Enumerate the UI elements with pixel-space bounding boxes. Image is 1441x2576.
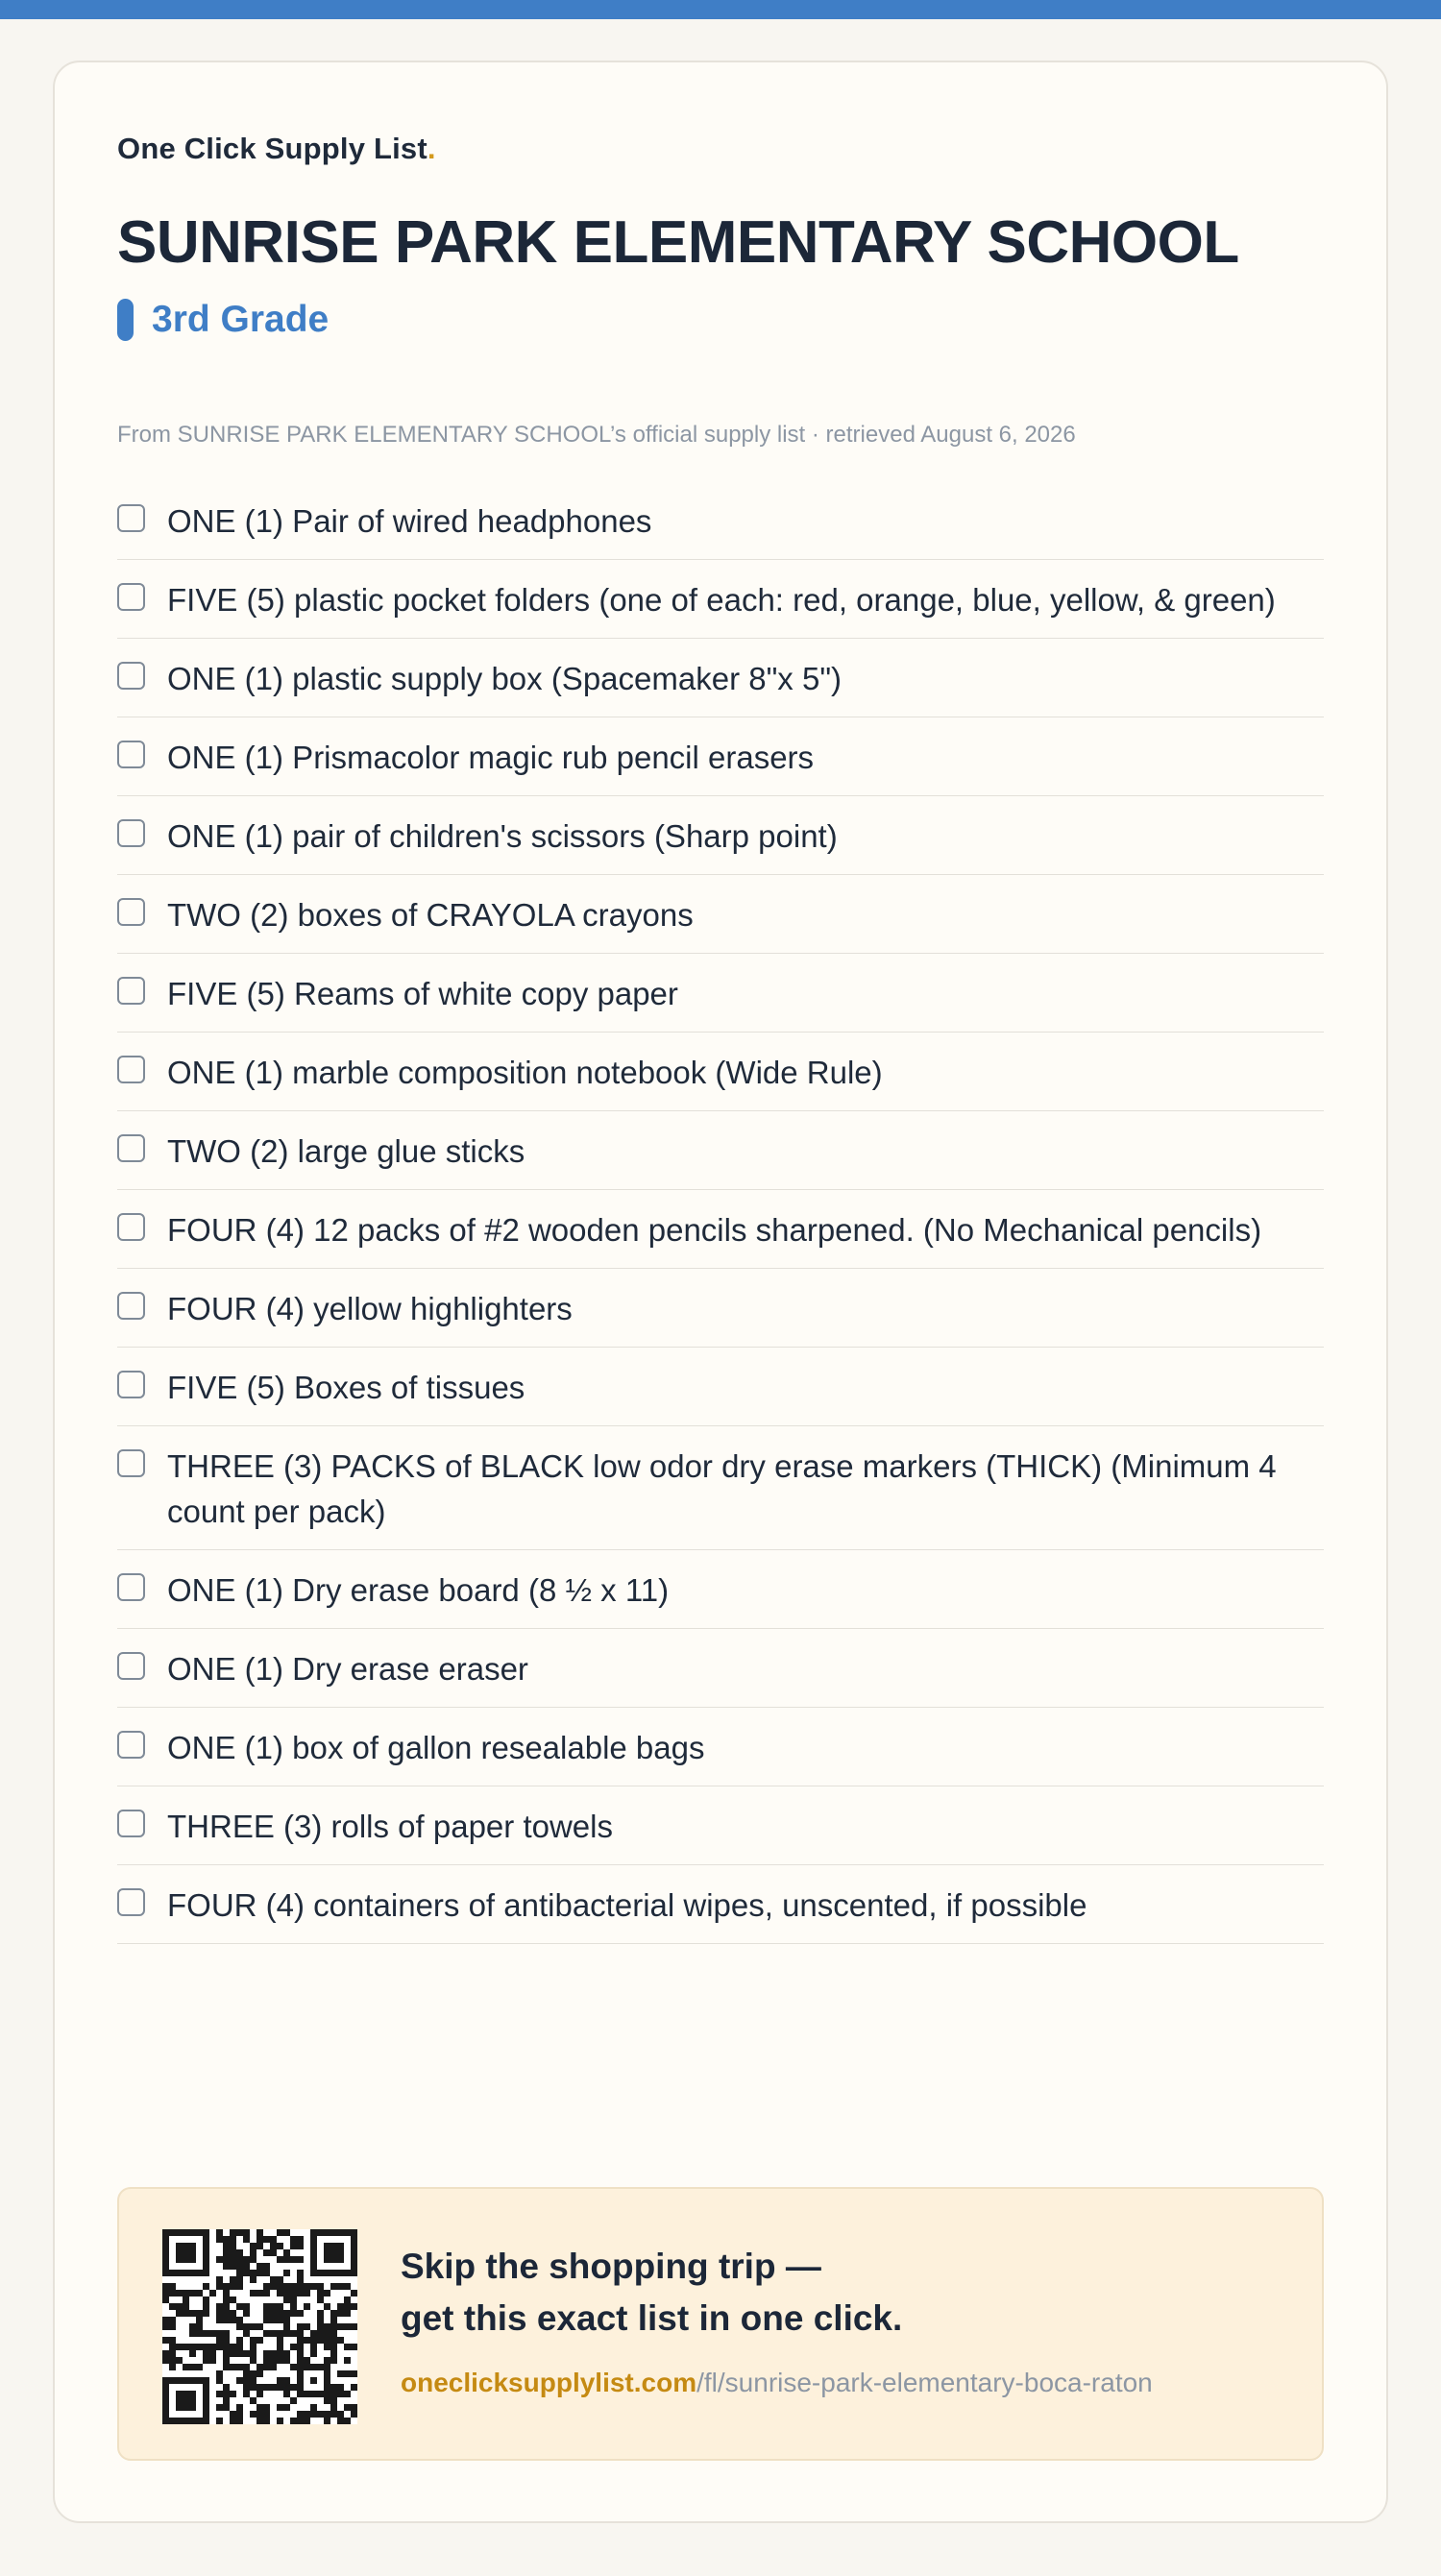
supply-item-checkbox[interactable] xyxy=(117,741,145,768)
supply-item-checkbox[interactable] xyxy=(117,819,145,847)
supply-list-card xyxy=(53,61,1388,2523)
supply-item-label: ONE (1) Dry erase eraser xyxy=(167,1651,528,1687)
promo-title-line-2: get this exact list in one click. xyxy=(401,2298,903,2338)
supply-item-checkbox[interactable] xyxy=(117,1888,145,1916)
supply-item[interactable] xyxy=(117,639,1324,717)
brand-dot: . xyxy=(427,132,436,165)
supply-item[interactable] xyxy=(117,1111,1324,1190)
qr-code-icon[interactable] xyxy=(162,2229,357,2424)
supply-item-checkbox[interactable] xyxy=(117,1213,145,1241)
supply-item[interactable] xyxy=(117,1786,1324,1865)
supply-item[interactable] xyxy=(117,1629,1324,1708)
supply-item-label: THREE (3) PACKS of BLACK low odor dry erase markers (THICK) (Minimum 4 count per pack) xyxy=(167,1448,1277,1529)
grade-marker xyxy=(117,299,134,341)
school-name: SUNRISE PARK ELEMENTARY SCHOOL xyxy=(117,209,1239,276)
supply-item-label: TWO (2) large glue sticks xyxy=(167,1133,525,1169)
supply-item[interactable] xyxy=(117,796,1324,875)
supply-item-checkbox[interactable] xyxy=(117,1652,145,1680)
supply-item-label: ONE (1) Dry erase board (8 ½ x 11) xyxy=(167,1572,670,1608)
supply-item-label: ONE (1) marble composition notebook (Wide Rule) xyxy=(167,1055,883,1090)
supply-item-checkbox[interactable] xyxy=(117,583,145,611)
promo-title xyxy=(401,2241,902,2345)
supply-item-checkbox[interactable] xyxy=(117,977,145,1005)
supply-item-label: FIVE (5) Reams of white copy paper xyxy=(167,976,678,1011)
brand-logo[interactable] xyxy=(117,132,436,166)
supply-item-checkbox[interactable] xyxy=(117,1731,145,1759)
supply-item[interactable] xyxy=(117,717,1324,796)
supply-item-label: TWO (2) boxes of CRAYOLA crayons xyxy=(167,897,694,933)
supply-item-checkbox[interactable] xyxy=(117,1449,145,1477)
source-note: From SUNRISE PARK ELEMENTARY SCHOOL’s official supply list · retrieved August 6, 2026 xyxy=(117,422,1076,448)
supply-item[interactable] xyxy=(117,1708,1324,1786)
supply-item-label: FIVE (5) Boxes of tissues xyxy=(167,1370,525,1405)
brand-name: One Click Supply List xyxy=(117,132,427,165)
supply-item-checkbox[interactable] xyxy=(117,1371,145,1398)
supply-item[interactable] xyxy=(117,954,1324,1033)
supply-item-checkbox[interactable] xyxy=(117,898,145,926)
supply-item-checkbox[interactable] xyxy=(117,1134,145,1162)
promo-link[interactable] xyxy=(401,2368,1153,2398)
supply-item[interactable] xyxy=(117,1550,1324,1629)
grade-label: 3rd Grade xyxy=(152,299,330,340)
supply-item-label: ONE (1) pair of children's scissors (Sharp point) xyxy=(167,818,838,854)
promo-link-domain: oneclicksupplylist.com xyxy=(401,2368,697,2397)
supply-item-label: ONE (1) Prismacolor magic rub pencil erasers xyxy=(167,740,815,775)
supply-item-checkbox[interactable] xyxy=(117,1573,145,1601)
supply-item-label: FOUR (4) yellow highlighters xyxy=(167,1291,573,1326)
supply-item[interactable] xyxy=(117,1269,1324,1348)
supply-item[interactable] xyxy=(117,1865,1324,1944)
supply-item-label: ONE (1) plastic supply box (Spacemaker 8"x 5") xyxy=(167,661,843,696)
supply-item[interactable] xyxy=(117,560,1324,639)
supply-item-label: FOUR (4) containers of antibacterial wipes, unscented, if possible xyxy=(167,1887,1087,1923)
grade-row xyxy=(117,298,329,342)
supply-item[interactable] xyxy=(117,1426,1324,1550)
top-accent-bar xyxy=(0,0,1441,19)
supply-item[interactable] xyxy=(117,1033,1324,1111)
supply-item-checkbox[interactable] xyxy=(117,662,145,690)
supply-item-label: FIVE (5) plastic pocket folders (one of each: red, orange, blue, yellow, & green) xyxy=(167,582,1276,618)
supply-item[interactable] xyxy=(117,1348,1324,1426)
supply-list xyxy=(117,482,1324,1944)
supply-item-checkbox[interactable] xyxy=(117,1810,145,1837)
supply-item-checkbox[interactable] xyxy=(117,504,145,532)
supply-item[interactable] xyxy=(117,482,1324,560)
supply-item-checkbox[interactable] xyxy=(117,1292,145,1320)
supply-item-label: ONE (1) Pair of wired headphones xyxy=(167,503,652,539)
promo-banner xyxy=(117,2187,1324,2461)
supply-item[interactable] xyxy=(117,1190,1324,1269)
supply-item-label: ONE (1) box of gallon resealable bags xyxy=(167,1730,705,1765)
supply-item-checkbox[interactable] xyxy=(117,1056,145,1083)
promo-title-line-1: Skip the shopping trip — xyxy=(401,2247,821,2286)
supply-item[interactable] xyxy=(117,875,1324,954)
supply-item-label: THREE (3) rolls of paper towels xyxy=(167,1809,613,1844)
promo-link-path: /fl/sunrise-park-elementary-boca-raton xyxy=(696,2368,1153,2397)
supply-item-label: FOUR (4) 12 packs of #2 wooden pencils sharpened. (No Mechanical pencils) xyxy=(167,1212,1262,1248)
